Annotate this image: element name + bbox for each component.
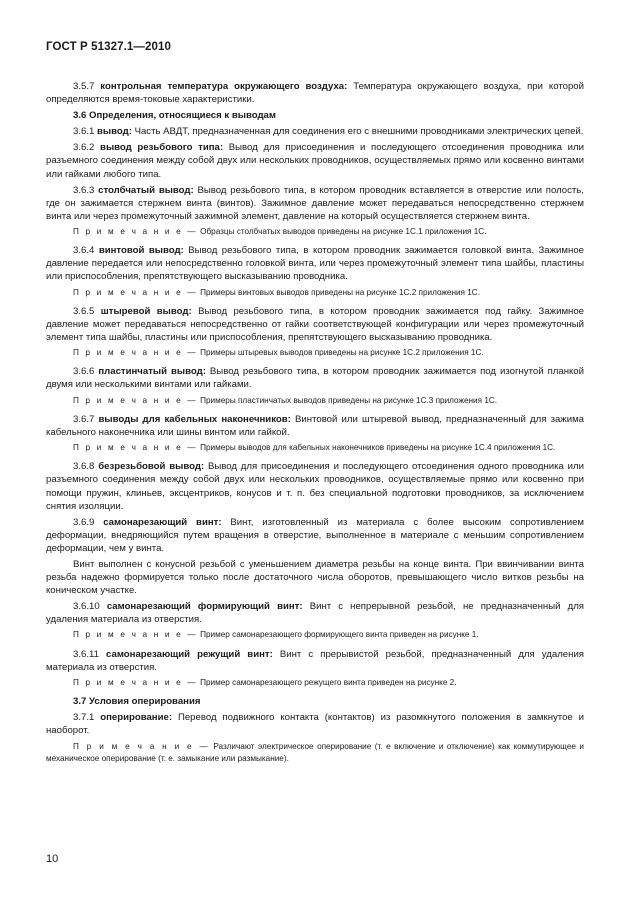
- definition-text: Вывод резьбового типа, в котором проводник вставляется в отверстие или полость, где он зажимается стержнем винта (винтов). Зажимное давление может передаваться непосредственно стержнем винта или через промежуточный зажимной элемент, давление на который осуществляется стержнем винта.: [46, 184, 584, 222]
- note-label: П р и м е ч а н и е —: [73, 226, 198, 236]
- definition-text: Вывод для присоединения и последующего отсоединения проводника или разъемного соединения между собой двух или нескольких проводников, осуществляемых прямо или косвенно винтами или гайками любого типа.: [46, 142, 584, 180]
- clause-number: 3.6.11: [73, 648, 99, 660]
- definition-text: Винт с непрерывной резьбой, не предназначенный для удаления материала из отверстия.: [46, 601, 584, 626]
- definition-paragraph: [46, 413, 584, 439]
- clause-number: 3.6.4: [73, 245, 95, 257]
- clause-number: 3.6.8: [73, 461, 95, 473]
- definition-text: Вывод для присоединения и последующего отсоединения одного проводника или разъемного соединения между собой двух или нескольких проводников, осуществляемые прямо или косвенно при помощи пружин, клиньев, эксцентриков, конусов и т. п. без специальной подготовки проводников, за исключением снятия изоляции.: [46, 461, 584, 512]
- section-heading: 3.7 Условия оперирования: [73, 696, 201, 708]
- note: [46, 347, 584, 359]
- definition-text: Вывод резьбового типа, в котором проводник зажимается головкой винта. Зажимное давление передается или непосредственно головкой винта, или через промежуточный элемент типа шайбы, пластины или приспособления, препятствующего высказыванию проводника.: [46, 245, 584, 283]
- definition-paragraph: [46, 80, 584, 106]
- defined-term: винтовой вывод:: [98, 245, 184, 257]
- note-label: П р и м е ч а н и е —: [73, 677, 198, 687]
- clause-number: 3.6.3: [73, 184, 95, 196]
- paragraph: Винт выполнен с конусной резьбой с уменьшением диаметра резьбы на конце винта. При ввинчивании винта резьба надежно формируется только после достаточного числа оборотов, превышающего число витков резьбы на коническом участке.: [46, 559, 584, 597]
- definition-paragraph: [46, 516, 584, 555]
- definition-text: Винт с прерывистой резьбой, предназначенный для удаления материала из отверстия.: [46, 648, 584, 673]
- definition-paragraph: [46, 125, 584, 138]
- note-text: Различают электрическое оперирование (т. е включение и отключение) как коммутирующее и механическое оперирование (т. е. замыкание или размыкание).: [46, 741, 584, 763]
- note-text: Образцы столбчатых выводов приведены на рисунке 1С.1 приложения 1С.: [200, 226, 487, 236]
- note: [46, 629, 584, 641]
- defined-term: самонарезающий формирующий винт:: [106, 601, 303, 613]
- clause-number: 3.7.1: [73, 712, 95, 724]
- definition-text: Температура окружающего воздуха, при которой определяются время-токовые характеристики.: [46, 81, 584, 106]
- clause-number: 3.6.9: [73, 516, 95, 528]
- definition-paragraph: [46, 711, 584, 737]
- page-number: 10: [46, 853, 59, 865]
- defined-term: штыревой вывод:: [100, 305, 192, 317]
- clause-number: 3.6.10: [73, 601, 100, 613]
- defined-term: безрезьбовой вывод:: [98, 461, 205, 473]
- note-label: П р и м е ч а н и е —: [73, 443, 198, 453]
- definition-text: Часть АВДТ, предназначенная для соединения его с внешними проводниками электрических цепей.: [134, 126, 584, 138]
- note: [46, 226, 584, 238]
- definition-paragraph: [46, 600, 584, 626]
- definition-paragraph: [46, 141, 584, 180]
- definition-paragraph: [46, 365, 584, 391]
- definition-paragraph: [46, 460, 584, 512]
- definition-text: Винтовой или штыревой вывод, предназначенный для зажима кабельного наконечника или шины винтом или гайкой.: [46, 413, 585, 438]
- definition-paragraph: [46, 648, 584, 674]
- note-text: Примеры пластинчатых выводов приведены на рисунке 1С.3 приложения 1С.: [200, 395, 498, 405]
- definition-paragraph: [46, 305, 584, 344]
- note-text: Пример самонарезающего режущего винта приведен на рисунке 2.: [200, 677, 457, 687]
- defined-term: контрольная температура окружающего воздуха:: [100, 81, 348, 92]
- defined-term: вывод:: [97, 126, 132, 138]
- note-label: П р и м е ч а н и е —: [73, 630, 198, 640]
- section-heading: 3.6 Определения, относящиеся к выводам: [73, 110, 276, 122]
- defined-term: столбчатый вывод:: [98, 184, 194, 196]
- note-label: П р и м е ч а н и е —: [73, 348, 198, 358]
- clause-number: 3.5.7: [73, 81, 95, 92]
- definition-text: Вывод резьбового типа, в котором проводник зажимается под изогнутой планкой двумя или несколькими винтами или гайками.: [46, 366, 584, 391]
- clause-number: 3.6.2: [73, 142, 95, 154]
- note-text: Примеры выводов для кабельных наконечников приведены на рисунке 1С.4 приложения 1С.: [200, 443, 556, 453]
- definition-text: Перевод подвижного контакта (контактов) из разомкнутого положения в замкнутое и наоборот.: [46, 712, 584, 737]
- defined-term: вывод резьбового типа:: [100, 142, 224, 154]
- note-label: П р и м е ч а н и е —: [73, 287, 198, 297]
- note-label: П р и м е ч а н и е —: [73, 741, 210, 751]
- defined-term: самонарезающий винт:: [103, 516, 222, 528]
- note-text: Пример самонарезающего формирующего винта приведен на рисунке 1.: [200, 630, 479, 640]
- clause-number: 3.6.5: [73, 305, 95, 317]
- note: [46, 287, 584, 299]
- definition-paragraph: [46, 184, 584, 223]
- defined-term: выводы для кабельных наконечников:: [98, 413, 291, 425]
- clause-number: 3.6.7: [73, 413, 95, 425]
- defined-term: самонарезающий режущий винт:: [106, 648, 273, 660]
- note-label: П р и м е ч а н и е —: [73, 395, 198, 405]
- note: [46, 741, 584, 766]
- note: [46, 677, 584, 689]
- definition-paragraph: [46, 244, 584, 283]
- definition-text: Винт, изготовленный из материала с более высоким сопротивлением деформации, внедряющийся путем вращения в отверстие, выполненное в материале с меньшим сопротивлением деформации, чем у винта.: [46, 516, 585, 554]
- document-body: [46, 80, 584, 771]
- note: [46, 395, 584, 407]
- clause-number: 3.6.1: [73, 126, 95, 138]
- defined-term: пластинчатый вывод:: [98, 366, 206, 378]
- clause-number: 3.6.6: [73, 366, 95, 378]
- note-text: Примеры штыревых выводов приведены на рисунке 1С.2 приложения 1С.: [200, 348, 484, 358]
- document-header: ГОСТ Р 51327.1—2010: [46, 41, 171, 53]
- note-text: Примеры винтовых выводов приведены на рисунке 1С.2 приложения 1С.: [200, 287, 480, 297]
- definition-text: Вывод резьбового типа, в котором проводник зажимается под гайку. Зажимное давление может передаваться непосредственно от гайки соответствующей конфигурации или через промежуточный элемент типа шайбы, пластины или приспособления, препятствующего высказыванию проводника.: [46, 305, 585, 343]
- defined-term: оперирование:: [100, 712, 173, 724]
- note: [46, 442, 584, 454]
